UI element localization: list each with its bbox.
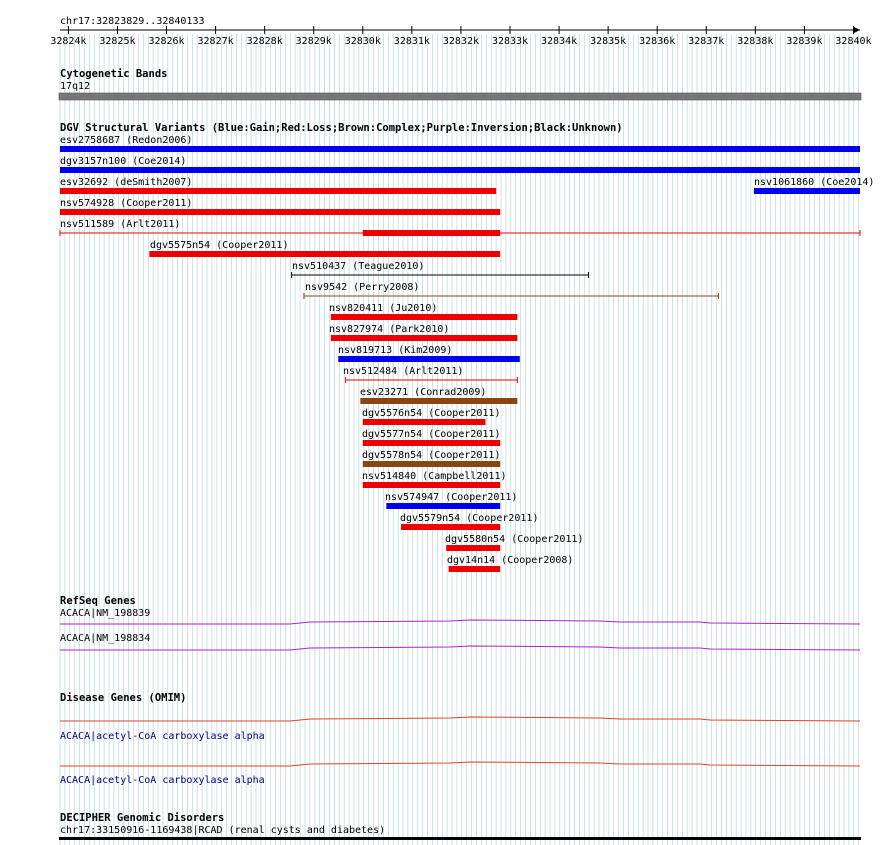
ruler-tick-label: 32824k [50,36,87,47]
dgv-variant-bar [360,398,517,404]
dgv-variant[interactable] [447,555,573,572]
dgv-variant-label: nsv574947 (Cooper2011) [385,492,518,503]
ruler-tick-label: 32840k [835,36,872,47]
ruler-tick-label: 32836k [639,36,676,47]
dgv-variant-label: nsv827974 (Park2010) [329,324,450,335]
refseq-gene-line[interactable] [60,646,860,650]
dgv-variant-label: nsv574928 (Cooper2011) [60,198,193,209]
refseq-gene-line[interactable] [60,620,860,624]
dgv-variant-label: nsv511589 (Arlt2011) [60,219,181,230]
dgv-variant[interactable] [362,408,500,425]
dgv-variant[interactable] [445,534,583,551]
dgv-variant-bar [363,419,486,425]
ruler-tick-label: 32835k [590,36,627,47]
dgv-variant-label: dgv5577n54 (Cooper2011) [362,429,501,440]
dgv-variant[interactable] [362,471,507,488]
region-label: chr17:32823829..32840133 [60,16,205,27]
cytoband-17q12[interactable] [59,93,861,100]
omim-track-title: Disease Genes (OMIM) [60,692,187,704]
dgv-variant-bar [60,167,860,173]
dgv-variant-label: nsv514840 (Campbell2011) [362,471,507,482]
dgv-variant-label: nsv819713 (Kim2009) [338,345,453,356]
ruler-tick-label: 32839k [786,36,823,47]
dgv-variant-bar [363,440,500,446]
dgv-variant-bar [363,482,500,488]
dgv-variant-label: esv2758687 (Redon2006) [60,135,193,146]
ruler-tick-label: 32830k [344,36,381,47]
decipher-label: chr17:33150916-1169438|RCAD (renal cysts and diabetes) [60,825,386,836]
ruler-tick-label: 32828k [246,36,283,47]
dgv-variant[interactable] [292,261,589,278]
dgv-variant-label: esv32692 (deSmith2007) [60,177,193,188]
dgv-variant[interactable] [329,303,517,320]
omim-gene-line[interactable] [60,717,860,721]
dgv-variant-label: nsv9542 (Perry2008) [305,282,420,293]
dgv-variant[interactable] [60,135,860,152]
dgv-variant-label: dgv5578n54 (Cooper2011) [362,450,501,461]
cytoband-label: 17q12 [60,81,91,92]
dgv-variant-label: dgv5579n54 (Cooper2011) [400,513,539,524]
dgv-variant-bar [60,188,496,194]
dgv-variant-bar [363,461,500,467]
ruler-tick-label: 32827k [197,36,234,47]
dgv-variant[interactable] [329,324,517,341]
dgv-variant[interactable] [385,492,517,509]
dgv-variant[interactable] [362,450,500,467]
decipher-track-title: DECIPHER Genomic Disorders [60,812,225,824]
refseq-gene-label: ACACA|NM_198834 [60,633,151,644]
dgv-variant[interactable] [338,345,520,362]
dgv-variant-bar [60,146,860,152]
dgv-variant-bar [338,356,520,362]
dgv-variant[interactable] [60,156,860,173]
dgv-variant[interactable] [362,429,500,446]
dgv-variant-label: dgv5580n54 (Cooper2011) [445,534,584,545]
dgv-variant-label: nsv510437 (Teague2010) [292,261,425,272]
dgv-variant-label: nsv1061860 (Coe2014) [754,177,875,188]
ruler-tick-label: 32826k [148,36,185,47]
dgv-variant-label: nsv512484 (Arlt2011) [343,366,464,377]
omim-gene-line[interactable] [60,762,860,766]
dgv-variant-label: dgv14n14 (Cooper2008) [447,555,574,566]
ruler-tick-label: 32829k [295,36,332,47]
dgv-variant-label: dgv5576n54 (Cooper2011) [362,408,501,419]
omim-track [60,692,860,786]
omim-gene-label[interactable]: ACACA|acetyl-CoA carboxylase alpha [60,731,265,742]
cytoband-track [59,68,861,100]
dgv-variant[interactable] [400,513,538,530]
decipher-track [59,812,861,840]
ruler-arrow-icon [854,27,860,33]
cytoband-track-title: Cytogenetic Bands [60,68,168,80]
decipher-feature[interactable] [59,837,861,840]
refseq-track-title: RefSeq Genes [60,595,136,607]
dgv-variant[interactable] [360,387,517,404]
dgv-variant-bar [446,545,500,551]
ruler-tick-label: 32832k [442,36,479,47]
ruler-tick-label: 32838k [737,36,774,47]
refseq-gene-label: ACACA|NM_198839 [60,608,151,619]
dgv-variant-bar [363,230,500,236]
dgv-variant-bar [331,314,517,320]
omim-gene-label[interactable]: ACACA|acetyl-CoA carboxylase alpha [60,775,265,786]
dgv-variant-bar [60,209,500,215]
dgv-variant[interactable] [304,282,719,299]
dgv-variant[interactable] [60,198,500,215]
dgv-variant-bar [754,188,860,194]
dgv-variant[interactable] [60,219,860,236]
dgv-variant-bar [401,524,500,530]
dgv-variant-label: dgv3157n100 (Coe2014) [60,156,187,167]
ruler-tick-label: 32825k [99,36,136,47]
dgv-track-title: DGV Structural Variants (Blue:Gain;Red:Loss;Brown:Complex;Purple:Inversion;Black:Unknown) [60,122,623,134]
dgv-variant-label: nsv820411 (Ju2010) [329,303,438,314]
dgv-variant-bar [331,335,517,341]
ruler-tick-label: 32837k [688,36,725,47]
dgv-variant[interactable] [754,177,875,194]
dgv-variant-bar [386,503,500,509]
dgv-variant-label: esv23271 (Conrad2009) [360,387,487,398]
refseq-track [60,595,860,650]
ruler-track [50,16,871,47]
dgv-variant-label: dgv5575n54 (Cooper2011) [150,240,289,251]
ruler-tick-label: 32831k [393,36,430,47]
dgv-variant-bar [149,251,500,257]
dgv-variant[interactable] [60,177,496,194]
ruler-ticks [50,26,871,47]
dgv-variant-bar [449,566,501,572]
ruler-tick-label: 32833k [491,36,529,47]
ruler-tick-label: 32834k [541,36,578,47]
